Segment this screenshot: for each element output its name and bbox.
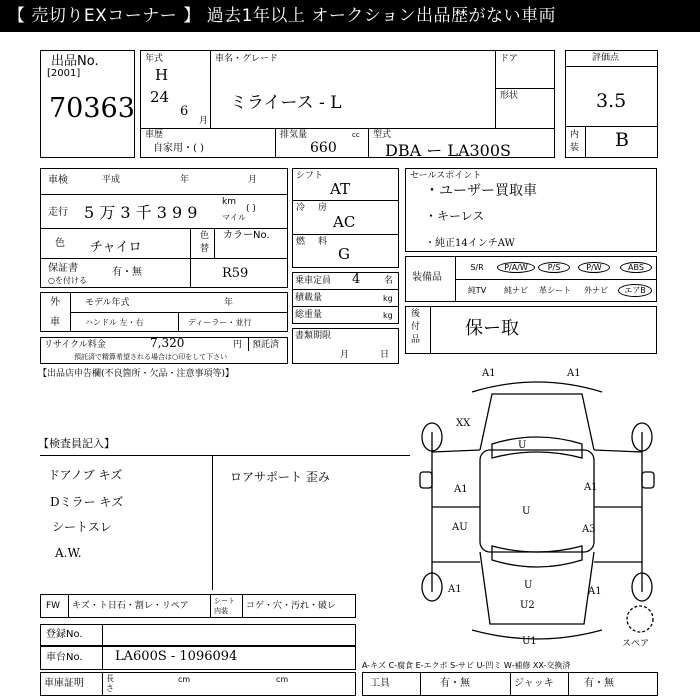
mark-rear-bumper: U1 (522, 636, 537, 647)
header-banner: 【 売切りEXコーナー 】 過去1年以上 オークション出品歴がない車両 (0, 0, 700, 32)
declaration-label: 【出品店申告欄(不良箇所・欠品・注意事項等)】 (38, 369, 235, 379)
reg-row (40, 624, 356, 646)
warranty-label: 保証書 (48, 263, 78, 274)
shaken-era: 平成 (102, 175, 121, 185)
fw-seat-top: シート (214, 597, 235, 605)
mark-front-right: A1 (567, 368, 581, 379)
inspector-note-4: A.W. (55, 546, 82, 560)
equip-airbag: エアB (618, 284, 652, 297)
equip-abs: ABS (620, 262, 652, 273)
warranty-sub: ○を付ける (48, 276, 87, 285)
car-diagram (412, 362, 662, 657)
aircon-value: AC (333, 213, 356, 231)
foreign-handle: ハンドル 左・右 (85, 318, 144, 327)
garage-opt1: 長 (106, 674, 114, 683)
jack-options: 有・無 (584, 678, 614, 689)
equip-outnavi: 外ナビ (584, 286, 608, 295)
reg-label: 登録No. (46, 629, 83, 640)
load-label: 積載量 (295, 293, 323, 303)
lot-label: 出品No. (51, 54, 99, 69)
equip-ps: P/S (538, 262, 570, 273)
recycle-deposit: 預託済 (252, 340, 280, 350)
after-label-3: 品 (411, 335, 421, 345)
inspector-label: 【検査員記入】 (38, 437, 115, 450)
color-value: チャイロ (90, 240, 142, 255)
lot-number: 70363 (49, 93, 135, 124)
lot-box (40, 50, 135, 158)
shaken-year: 年 (180, 175, 190, 185)
interior-label-top: 内 (570, 130, 580, 140)
score-value: 3.5 (596, 90, 627, 112)
warranty-options: 有・無 (112, 267, 142, 278)
equip-leather: 革シート (539, 286, 571, 295)
garage-row (40, 672, 356, 696)
door-label: ドア (500, 54, 518, 64)
inspector-note-right: ロアサポート 歪み (230, 470, 330, 484)
fuel-label-top: 燃 (296, 237, 306, 247)
model-value: ミライース - L (230, 93, 342, 113)
displacement-value: 660 (310, 140, 337, 156)
mileage-label: 走行 (48, 207, 68, 218)
docs-month: 月 (340, 350, 350, 360)
mileage-unit-km: km (222, 197, 236, 207)
colorno-value: R59 (222, 266, 249, 281)
tools-options: 有・無 (440, 678, 470, 689)
equipment-label: 装備品 (412, 272, 442, 283)
shape-label: 形状 (500, 91, 519, 101)
history-value: 自家用・( ) (153, 143, 204, 154)
recycle-label: リサイクル料金 (44, 340, 106, 350)
foreign-label-bot: 車 (50, 317, 60, 328)
foreign-label-top: 外 (50, 297, 60, 308)
garage-opt2: さ (106, 684, 114, 693)
chassis-value: LA600S - 1096094 (115, 649, 238, 664)
fw-seat-value: コゲ・穴・汚れ・破レ (246, 601, 337, 611)
interior-value: B (615, 129, 629, 151)
foreign-year: 年 (224, 298, 234, 308)
nenshiki-year: 24 (150, 88, 170, 106)
diagram-legend: A-キズ C-腐食 E-エクボ S-サビ U-凹ミ W-補修 XX-交換済 (362, 661, 571, 670)
shaken-label: 車検 (48, 175, 68, 186)
mileage-paren: ( ) (246, 204, 256, 214)
sales-label: セールスポイント (410, 171, 482, 181)
docs-day: 日 (380, 350, 390, 360)
lot-year-tag: [2001] (47, 68, 81, 79)
equip-paw: P/A/W (497, 262, 535, 273)
load-unit: kg (383, 294, 393, 303)
sales-point-3: ・純正14インチAW (425, 238, 515, 249)
equip-sr: S/R (470, 263, 484, 272)
type-label: 型式 (373, 130, 392, 140)
after-box (405, 306, 657, 354)
docs-label: 書類期限 (295, 331, 332, 341)
equip-pw: P/W (578, 262, 610, 273)
aircon-label-bot: 房 (318, 203, 328, 213)
garage-cm2: cm (276, 675, 289, 684)
color-sub2: 替 (200, 244, 210, 254)
color-label: 色 (55, 238, 65, 249)
sales-point-1: ・ユーザー買取車 (425, 183, 537, 199)
inspector-note-1: ドアノブ キズ (48, 468, 123, 482)
after-value: 保ー取 (465, 318, 519, 339)
fw-label: FW (46, 601, 61, 611)
mark-right-front-door: A1 (584, 482, 598, 493)
fw-seat-bot: 内装 (214, 607, 228, 615)
recycle-value: 7,320 (150, 336, 185, 350)
spare-label: スペア (622, 639, 650, 649)
nenshiki-era: H (155, 66, 169, 84)
mark-roof: U (522, 506, 531, 517)
mark-left-front-door: A1 (454, 484, 468, 495)
displacement-label: 排気量 (280, 130, 308, 140)
aircon-label-top: 冷 (296, 203, 306, 213)
history-label: 車歴 (145, 130, 164, 140)
capacity-label: 乗車定員 (295, 276, 332, 286)
displacement-unit: cc (352, 131, 360, 139)
mark-right-quarter: A1 (588, 586, 602, 597)
foreign-dealer: ディーラー・並行 (188, 318, 252, 327)
capacity-value: 4 (352, 272, 361, 287)
score-label: 評価点 (592, 53, 620, 63)
jack-label: ジャッキ (514, 678, 554, 689)
garage-label: 車庫証明 (44, 678, 84, 689)
shift-label: シフト (296, 171, 324, 181)
recycle-unit: 円 (233, 340, 243, 350)
garage-cm1: cm (178, 675, 191, 684)
after-label-1: 後 (411, 309, 421, 319)
type-value: DBA ー LA300S (385, 141, 511, 160)
colorno-label: カラーNo. (223, 230, 270, 241)
shift-value: AT (330, 180, 351, 198)
mark-right-rear-door: A3 (582, 524, 596, 535)
tools-label: 工具 (370, 678, 390, 689)
mark-hood: U (518, 440, 527, 451)
shaken-month: 月 (248, 175, 258, 185)
nenshiki-label: 年式 (145, 54, 164, 64)
recycle-note: 預託済で精算希望される場合は○印をして下さい (74, 353, 228, 361)
mark-trunk: U (524, 580, 533, 591)
mark-fender: XX (456, 418, 471, 429)
mark-left-rear-door: AU (452, 522, 468, 533)
equip-navi: 純ナビ (504, 286, 528, 295)
foreign-model-year: モデル年式 (85, 298, 130, 308)
mark-left-quarter: A1 (448, 584, 462, 595)
mark-front-left: A1 (482, 368, 496, 379)
fuel-label-bot: 料 (318, 237, 328, 247)
fuel-value: G (338, 245, 350, 263)
mark-trunk-2: U2 (520, 600, 535, 611)
capacity-unit: 名 (384, 276, 394, 286)
after-label-2: 付 (411, 322, 421, 332)
fw-value: キズ・ト日石・割レ・リペア (72, 601, 189, 611)
inspector-note-3: シートスレ (52, 520, 112, 534)
gross-unit: kg (383, 311, 393, 320)
mileage-value: 5 万 3 千 3 9 9 (84, 203, 198, 222)
interior-label-bot: 装 (570, 143, 580, 153)
chassis-label: 車台No. (46, 652, 83, 663)
equip-tv: 純TV (467, 286, 487, 295)
mileage-unit-mile: マイル (222, 213, 246, 222)
model-label: 車名・グレード (215, 54, 279, 64)
color-sub1: 色 (200, 231, 210, 241)
sales-point-2: ・キーレス (425, 209, 485, 223)
inspector-note-2: Dミラー キズ (50, 495, 124, 509)
gross-label: 総重量 (295, 310, 323, 320)
nenshiki-month: 6 (180, 104, 189, 119)
nenshiki-month-unit: 月 (199, 116, 209, 126)
